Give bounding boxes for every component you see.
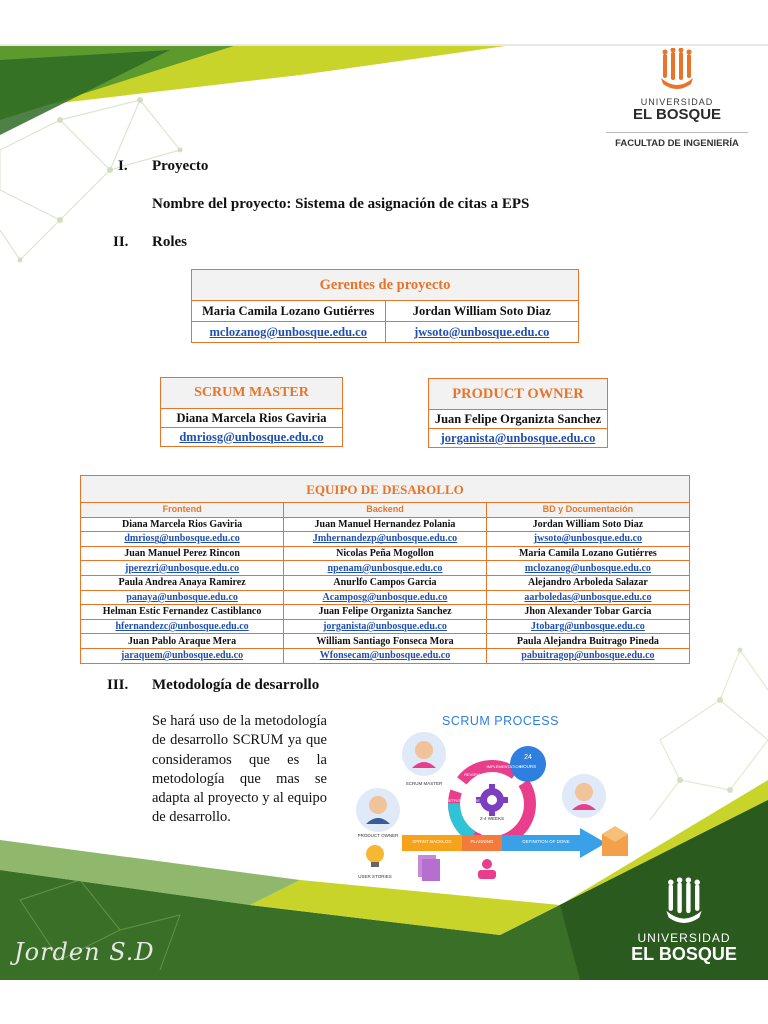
university-logo-top: [606, 48, 748, 149]
member-email-link[interactable]: jorganista@unbosque.edu.co: [284, 619, 487, 634]
table-row: [81, 546, 689, 561]
member-email-link[interactable]: Acamposg@unbosque.edu.co: [284, 590, 487, 605]
table-row: [81, 517, 689, 532]
member-name: Juan Felipe Organizta Sanchez: [284, 605, 487, 620]
gerente-name: Maria Camila Lozano Gutiérres: [192, 301, 385, 322]
section-1-title: Proyecto: [152, 158, 209, 174]
section-2-title: Roles: [152, 234, 187, 250]
section-2-number: II.: [113, 234, 129, 250]
member-name: Juan Manuel Hernandez Polania: [284, 517, 487, 532]
logo-el-bosque-text: EL BOSQUE: [632, 106, 722, 123]
member-email-link[interactable]: dmriosg@unbosque.edu.co: [81, 532, 284, 547]
member-email-link[interactable]: Jtobarg@unbosque.edu.co: [486, 619, 689, 634]
weeks-label: 2-4 WEEKS: [479, 816, 504, 821]
member-name: Helman Estic Fernandez Castiblanco: [81, 605, 284, 620]
scrum-master-label: SCRUM MASTER: [405, 781, 443, 786]
retrospective-label: RETROSPECTIVE: [446, 798, 480, 803]
gerente-email-link[interactable]: jwsoto@unbosque.edu.co: [414, 324, 550, 339]
table-row: [81, 619, 689, 634]
definition-of-done-label: DEFINITION OF DONE: [522, 839, 570, 844]
product-owner-label: PRODUCT OWNER: [357, 833, 399, 838]
section-1-number: I.: [118, 158, 128, 174]
university-logo-bottom: [620, 876, 748, 963]
member-email-link[interactable]: mclozanog@unbosque.edu.co: [486, 561, 689, 576]
product-owner-email-link[interactable]: jorganista@unbosque.edu.co: [440, 431, 596, 445]
bosque-emblem-icon: [662, 876, 706, 926]
member-name: Juan Manuel Perez Rincon: [81, 546, 284, 561]
member-name: Paula Alejandra Buitrago Pineda: [486, 634, 689, 649]
member-name: William Santiago Fonseca Mora: [284, 634, 487, 649]
member-email-link[interactable]: hfernandezc@unbosque.edu.co: [81, 619, 284, 634]
table-row: [81, 575, 689, 590]
equipo-title: EQUIPO DE DESAROLLO: [81, 476, 689, 503]
member-name: Diana Marcela Rios Gaviria: [81, 517, 284, 532]
gerente-email-link[interactable]: mclozanog@unbosque.edu.co: [192, 322, 385, 343]
member-name: Paula Andrea Anaya Ramirez: [81, 575, 284, 590]
hours-number: 24: [524, 754, 532, 761]
member-name: Anurlfo Campos Garcia: [284, 575, 487, 590]
hours-label: HOURS: [519, 764, 537, 769]
member-name: Juan Pablo Araque Mera: [81, 634, 284, 649]
table-row: [81, 590, 689, 605]
sprint-backlog-label: SPRINT BACKLOG: [412, 839, 452, 844]
product-owner-name: Juan Felipe Organizta Sanchez: [429, 410, 607, 429]
scrum-master-table: [160, 377, 343, 447]
column-header-frontend: Frontend: [81, 503, 284, 518]
column-header-bd: BD y Documentación: [486, 503, 689, 518]
signature: Jorden S.D: [14, 938, 155, 966]
scrum-process-title: SCRUM PROCESS: [442, 714, 559, 728]
member-name: Maria Camila Lozano Gutiérres: [486, 546, 689, 561]
member-name: Jhon Alexander Tobar Garcia: [486, 605, 689, 620]
equipo-desarrollo-table: [80, 475, 690, 664]
member-email-link[interactable]: jperezri@unbosque.edu.co: [81, 561, 284, 576]
scrum-master-email-link[interactable]: dmriosg@unbosque.edu.co: [179, 430, 324, 444]
table-row: [81, 532, 689, 547]
table-row: [81, 605, 689, 620]
member-email-link[interactable]: aarboledas@unbosque.edu.co: [486, 590, 689, 605]
product-owner-table: [428, 378, 608, 448]
member-email-link[interactable]: panaya@unbosque.edu.co: [81, 590, 284, 605]
member-email-link[interactable]: Jmhernandezp@unbosque.edu.co: [284, 532, 487, 547]
member-name: Jordan William Soto Diaz: [486, 517, 689, 532]
logo-universidad-text: UNIVERSIDAD: [637, 931, 731, 945]
scrum-process-illustration: [350, 712, 650, 887]
scrum-master-title: SCRUM MASTER: [161, 378, 342, 409]
product-owner-title: PRODUCT OWNER: [429, 379, 607, 410]
review-label: REVIEW: [464, 772, 480, 777]
logo-universidad-text: UNIVERSIDAD: [640, 97, 714, 107]
column-header-backend: Backend: [284, 503, 487, 518]
scrum-master-name: Diana Marcela Rios Gaviria: [161, 409, 342, 428]
methodology-paragraph: Se hará uso de la metodología de desarrollo SCRUM ya que consideramos que es la metodología que mas se adapta al proyecto y al equipo de desarrollo.: [152, 713, 327, 826]
member-email-link[interactable]: pabuitragop@unbosque.edu.co: [521, 650, 655, 662]
planning-label: PLANNING: [470, 839, 494, 844]
gerentes-table: [191, 269, 579, 343]
gerente-name: Jordan William Soto Diaz: [385, 301, 578, 322]
member-email-link[interactable]: jaraquem@unbosque.edu.co: [81, 648, 284, 662]
section-3-number: III.: [107, 677, 129, 693]
table-row: [81, 561, 689, 576]
section-3-title: Metodología de desarrollo: [152, 677, 320, 693]
gerentes-title: Gerentes de proyecto: [192, 270, 578, 301]
member-email-link[interactable]: Wfonsecam@unbosque.edu.co: [284, 648, 487, 662]
logo-facultad-text: FACULTAD DE INGENIERÍA: [606, 132, 748, 149]
member-name: Nicolas Peña Mogollon: [284, 546, 487, 561]
logo-el-bosque-text: EL BOSQUE: [631, 944, 737, 964]
table-row: [81, 648, 689, 662]
member-email-link[interactable]: jwsoto@unbosque.edu.co: [486, 532, 689, 547]
scrum-process-graphic: [350, 712, 650, 887]
implementation-label: IMPLEMENTATION: [486, 764, 522, 769]
table-row: [81, 634, 689, 649]
member-email-link[interactable]: npenam@unbosque.edu.co: [284, 561, 487, 576]
bosque-emblem-icon: [657, 48, 697, 90]
member-name: Alejandro Arboleda Salazar: [486, 575, 689, 590]
user-stories-label: USER STORIES: [358, 874, 392, 879]
project-name: Nombre del proyecto: Sistema de asignación de citas a EPS: [152, 196, 530, 212]
